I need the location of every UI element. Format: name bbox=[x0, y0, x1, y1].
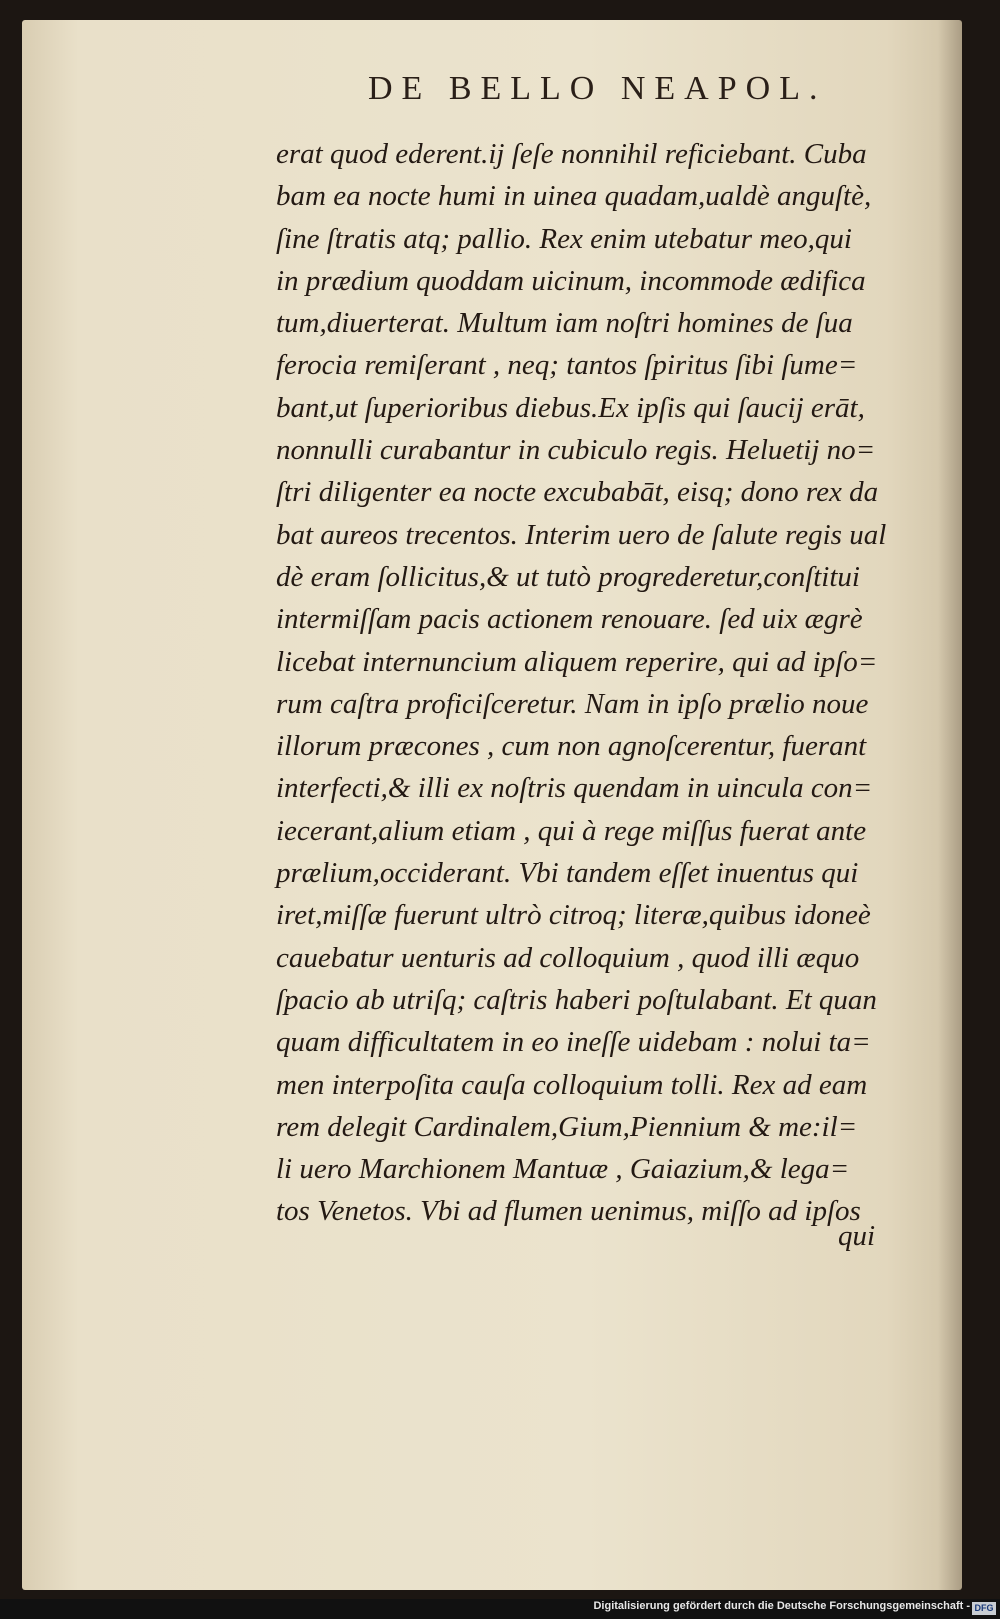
text-line: ferocia remiſerant , neq; tantos ſpiritus ſibi ſume= bbox=[276, 349, 858, 382]
text-line: tum,diuerterat. Multum iam noſtri homines de ſua bbox=[276, 307, 853, 340]
text-line: rum caſtra proficiſceretur. Nam in ipſo prælio noue bbox=[276, 687, 869, 720]
text-line: men interpoſita cauſa colloquium tolli. Rex ad eam bbox=[276, 1068, 868, 1101]
text-line: iret,miſſæ fuerunt ultrò citroq; literæ,quibus idoneè bbox=[276, 899, 871, 932]
text-line: dè eram ſollicitus,& ut tutò progrederetur,conſtitui bbox=[276, 560, 860, 593]
text-line: prælium,occiderant. Vbi tandem eſſet inuentus qui bbox=[276, 857, 859, 890]
text-line: rem delegit Cardinalem,Gium,Piennium & me:il= bbox=[276, 1110, 858, 1143]
text-line: nonnulli curabantur in cubiculo regis. Heluetij no= bbox=[276, 434, 876, 467]
text-line: interfecti,& illi ex noſtris quendam in uincula con= bbox=[276, 772, 873, 805]
text-line: bat aureos trecentos. Interim uero de ſalute regis ual bbox=[276, 518, 887, 551]
body-text bbox=[276, 133, 916, 1233]
text-line: bant,ut ſuperioribus diebus.Ex ipſis qui ſaucij erāt, bbox=[276, 391, 865, 424]
page-edge-shadow bbox=[938, 20, 962, 1590]
dfg-logo: DFG bbox=[972, 1602, 996, 1615]
catchword: qui bbox=[838, 1220, 876, 1252]
text-line: iecerant,alium etiam , qui à rege miſſus fuerat ante bbox=[276, 814, 867, 847]
text-line: erat quod ederent.ij ſeſe nonnihil reficiebant. Cuba bbox=[276, 138, 867, 170]
text-line: ſpacio ab utriſq; caſtris haberi poſtulabant. Et quan bbox=[276, 983, 877, 1016]
text-line: ſtri diligenter ea nocte excubabāt, eisq; dono rex da bbox=[276, 476, 879, 509]
text-line: cauebatur uenturis ad colloquium , quod illi æquo bbox=[276, 941, 860, 974]
text-line: in prædium quoddam uicinum, incommode ædifica bbox=[276, 264, 866, 297]
text-line: bam ea nocte humi in uinea quadam,ualdè anguſtè, bbox=[276, 180, 872, 213]
text-line: li uero Marchionem Mantuæ , Gaiazium,& lega= bbox=[276, 1153, 850, 1186]
text-line: illorum præcones , cum non agnoſcerentur, fuerant bbox=[276, 730, 867, 763]
running-head: DE BELLO NEAPOL. bbox=[368, 70, 827, 107]
text-line: licebat internuncium aliquem reperire, qui ad ipſo= bbox=[276, 645, 878, 678]
text-line: quam difficultatem in eo ineſſe uidebam : nolui ta= bbox=[276, 1026, 871, 1059]
text-line: intermiſſam pacis actionem renouare. ſed uix ægrè bbox=[276, 603, 863, 636]
text-line: ſine ſtratis atq; pallio. Rex enim utebatur meo,qui bbox=[276, 222, 852, 255]
text-line: tos Venetos. Vbi ad flumen uenimus, miſſo ad ipſos bbox=[276, 1195, 861, 1228]
digitization-credit: Digitalisierung gefördert durch die Deutsche Forschungsgemeinschaft - bbox=[593, 1600, 970, 1612]
